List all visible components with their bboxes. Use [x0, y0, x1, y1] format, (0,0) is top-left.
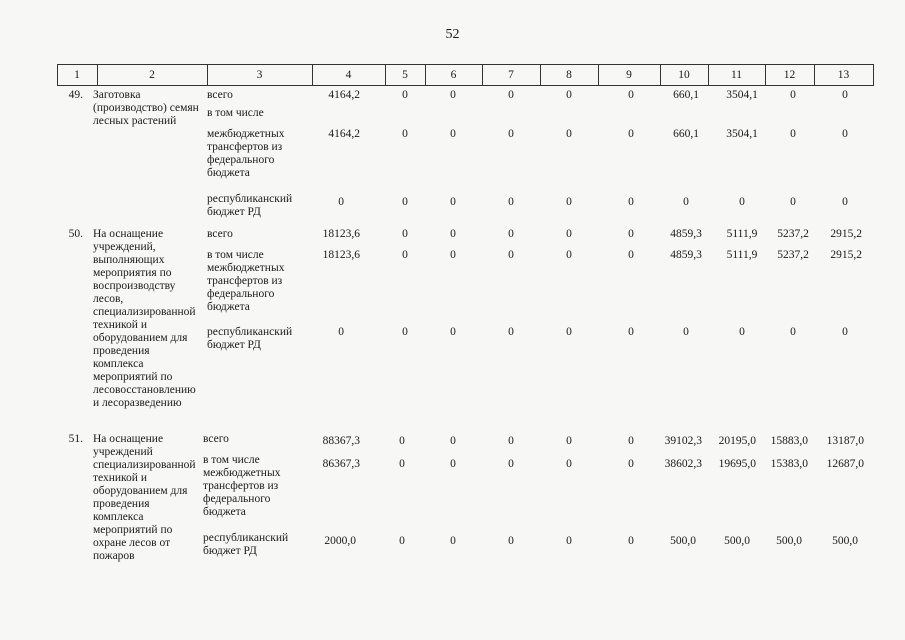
cell-value: 2915,2	[830, 249, 862, 261]
cell-value: 0	[628, 196, 634, 208]
cell-value: 0	[566, 128, 572, 140]
label-republic: республиканский бюджет РД	[207, 193, 293, 218]
cell-value: 0	[399, 535, 405, 547]
label-republic: республиканский бюджет РД	[203, 532, 289, 557]
row-number: 50.	[68, 228, 83, 240]
cell-value: 0	[566, 535, 572, 547]
cell-value: 2915,2	[830, 228, 862, 240]
cell-value: 0	[402, 326, 408, 338]
col-header-7: 7	[508, 69, 514, 81]
cell-value: 0	[739, 196, 745, 208]
page-number: 52	[445, 27, 460, 42]
cell-value: 18123,6	[322, 249, 360, 261]
col-header-3: 3	[256, 69, 263, 81]
cell-value: 19695,0	[718, 458, 756, 470]
cell-value: 0	[628, 435, 634, 447]
col-header-2: 2	[149, 69, 155, 81]
cell-value: 4859,3	[670, 228, 702, 240]
col-header-5: 5	[402, 69, 408, 81]
col-header-13: 13	[837, 69, 850, 81]
cell-value: 0	[508, 249, 514, 261]
cell-value: 86367,3	[322, 458, 360, 470]
cell-value: 0	[402, 228, 408, 240]
cell-value: 0	[842, 196, 848, 208]
cell-value: 0	[628, 228, 634, 240]
table-header	[57, 64, 874, 86]
cell-value: 0	[508, 326, 514, 338]
cell-value: 5111,9	[726, 249, 758, 261]
cell-value: 0	[566, 228, 572, 240]
cell-value: 3504,1	[726, 128, 758, 140]
cell-value: 0	[338, 196, 344, 208]
cell-value: 39102,3	[664, 435, 702, 447]
cell-value: 500,0	[832, 535, 858, 547]
cell-value: 0	[508, 128, 514, 140]
cell-value: 4859,3	[670, 249, 702, 261]
cell-value: 0	[628, 535, 634, 547]
label-total: всего	[207, 89, 233, 101]
cell-value: 12687,0	[826, 458, 864, 470]
cell-value: 0	[450, 249, 456, 261]
label-including: в том числе	[207, 107, 264, 119]
cell-value: 4164,2	[328, 128, 360, 140]
cell-value: 0	[790, 196, 796, 208]
label-total: всего	[203, 433, 229, 445]
col-header-12: 12	[783, 69, 796, 81]
col-header-10: 10	[678, 69, 690, 81]
cell-value: 0	[450, 228, 456, 240]
cell-value: 13187,0	[826, 435, 864, 447]
cell-value: 0	[566, 249, 572, 261]
cell-value: 15883,0	[770, 435, 808, 447]
cell-value: 0	[402, 128, 408, 140]
row-name: На оснащение учреждений специализированной техникой и оборудованием для проведения комплекса мероприятий по охране лесов от пожаров	[93, 433, 196, 562]
cell-value: 0	[508, 228, 514, 240]
cell-value: 0	[566, 458, 572, 470]
col-header-4: 4	[345, 69, 352, 81]
cell-value: 0	[450, 535, 456, 547]
cell-value: 0	[508, 458, 514, 470]
cell-value: 660,1	[673, 89, 699, 101]
cell-value: 5237,2	[777, 249, 809, 261]
cell-value: 0	[628, 249, 634, 261]
cell-value: 0	[566, 326, 572, 338]
cell-value: 0	[628, 326, 634, 338]
cell-value: 18123,6	[322, 228, 360, 240]
col-header-6: 6	[450, 69, 457, 81]
cell-value: 0	[450, 435, 456, 447]
cell-value: 500,0	[724, 535, 750, 547]
row-name: На оснащение учреждений, выполняющих мероприятия по воспроизводству лесов, специализированной техникой и оборудованием для проведения комплекса мероприятий по лесовосстановлению и лесоразведению	[93, 228, 196, 409]
cell-value: 0	[450, 196, 456, 208]
cell-value: 0	[566, 435, 572, 447]
cell-value: 0	[508, 435, 514, 447]
cell-value: 0	[842, 128, 848, 140]
cell-value: 0	[399, 435, 405, 447]
cell-value: 0	[402, 249, 408, 261]
cell-value: 0	[450, 128, 456, 140]
cell-value: 500,0	[776, 535, 802, 547]
cell-value: 0	[790, 89, 796, 101]
cell-value: 500,0	[670, 535, 696, 547]
cell-value: 0	[842, 326, 848, 338]
cell-value: 0	[338, 326, 344, 338]
label-federal: в том числе межбюджетных трансфертов из федерального бюджета	[207, 249, 285, 313]
cell-value: 660,1	[673, 128, 699, 140]
cell-value: 15383,0	[770, 458, 808, 470]
cell-value: 0	[399, 458, 405, 470]
cell-value: 0	[790, 128, 796, 140]
label-total: всего	[207, 228, 233, 240]
cell-value: 88367,3	[322, 435, 360, 447]
cell-value: 20195,0	[718, 435, 756, 447]
cell-value: 38602,3	[664, 458, 702, 470]
col-header-1: 1	[74, 69, 80, 81]
cell-value: 0	[450, 326, 456, 338]
row-number: 51.	[68, 433, 83, 445]
cell-value: 0	[508, 196, 514, 208]
cell-value: 0	[628, 89, 634, 101]
row-name: Заготовка (производство) семян лесных растений	[93, 89, 199, 127]
cell-value: 2000,0	[324, 535, 356, 547]
row-number: 49.	[68, 89, 83, 101]
cell-value: 0	[628, 458, 634, 470]
cell-value: 0	[683, 196, 689, 208]
cell-value: 4164,2	[328, 89, 360, 101]
cell-value: 3504,1	[726, 89, 758, 101]
cell-value: 0	[790, 326, 796, 338]
cell-value: 0	[402, 89, 408, 101]
cell-value: 5111,9	[726, 228, 758, 240]
cell-value: 0	[508, 535, 514, 547]
cell-value: 0	[739, 326, 745, 338]
cell-value: 0	[508, 89, 514, 101]
cell-value: 0	[450, 458, 456, 470]
cell-value: 0	[683, 326, 689, 338]
cell-value: 5237,2	[777, 228, 809, 240]
col-header-9: 9	[626, 69, 632, 81]
label-republic: республиканский бюджет РД	[207, 326, 293, 351]
col-header-8: 8	[566, 69, 572, 81]
cell-value: 0	[450, 89, 456, 101]
label-federal: в том числе межбюджетных трансфертов из федерального бюджета	[203, 454, 281, 518]
cell-value: 0	[402, 196, 408, 208]
cell-value: 0	[566, 196, 572, 208]
cell-value: 0	[566, 89, 572, 101]
cell-value: 0	[628, 128, 634, 140]
cell-value: 0	[842, 89, 848, 101]
label-federal: межбюджетных трансфертов из федерального бюджета	[207, 128, 285, 179]
col-header-11: 11	[730, 69, 743, 81]
